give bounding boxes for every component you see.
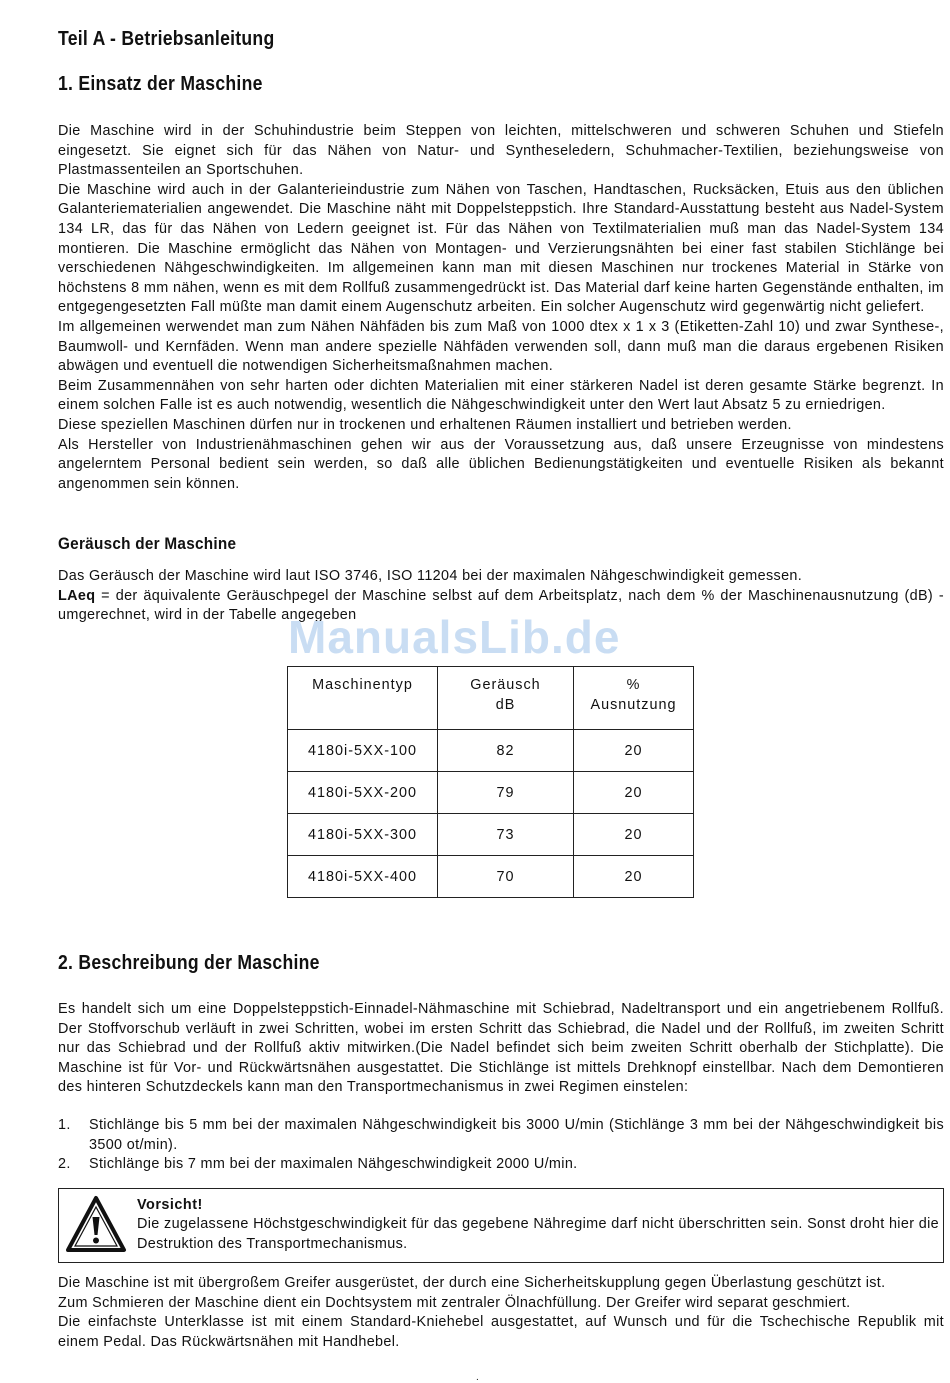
part-title: Teil A - Betriebsanleitung — [58, 28, 275, 50]
cell-noise-db: 70 — [438, 856, 574, 898]
cell-utilization: 20 — [574, 772, 694, 814]
header-machine-type — [288, 667, 438, 730]
caution-box — [58, 1188, 944, 1263]
section-2-intro: Es handelt sich um eine Doppelsteppstich-Einnadel-Nähmaschine mit Schiebrad, Nadeltransport und ein angetriebenem Rollfuß. Der Stoffvorschub verläuft in zwei Schritten, wobei im ersten Schritt das Schiebrad, die Nadel und der Rollfuß, im zweiten Schritt nur das Schiebrad und der Rollfuß aktiv mitwirken.(Die Nadel befindet sich beim zweiten Schritt oberhalb der Stichplatte). Die Maschine ist für Vor- und Rückwärtsnähen ausgestattet. Die Stichlänge ist mittels Drehknopf einstellbar. Nach dem Demontieren des hinteren Schutzdeckels kann man den Transportmechanismus in zwei Regimen einstelen: — [58, 1001, 944, 1096]
noise-line-1: Das Geräusch der Maschine wird laut ISO 3746, ISO 11204 bei der maximalen Nähgeschwindigkeit gemessen. — [58, 568, 803, 584]
section-1-body — [58, 122, 944, 494]
paragraph: Diese speziellen Maschinen dürfen nur in trockenen und erhaltenen Räumen installiert und betrieben werden. — [58, 416, 792, 433]
cell-machine-type: 4180i-5XX-200 — [288, 772, 438, 814]
watermark: ManualsLib.de — [288, 611, 621, 663]
noise-table — [287, 666, 694, 898]
stitch-regime-list — [58, 1116, 944, 1175]
page-marker: . — [476, 1372, 479, 1383]
noise-title: Geräusch der Maschine — [58, 534, 237, 553]
cell-noise-db: 73 — [438, 814, 574, 856]
cell-noise-db: 82 — [438, 730, 574, 772]
warning-icon — [65, 1195, 127, 1253]
list-number: 1. — [58, 1117, 71, 1133]
laeq-label: LAeq — [58, 587, 96, 604]
caution-text: Die zugelassene Höchstgeschwindigkeit für das gegebene Nähregime darf nicht überschritten sein. Sonst droht hier die Destruktion des Transportmechanismus. — [137, 1216, 939, 1252]
cell-utilization: 20 — [574, 814, 694, 856]
cell-machine-type: 4180i-5XX-300 — [288, 814, 438, 856]
paragraph: Zum Schmieren der Maschine dient ein Dochtsystem mit zentraler Ölnachfüllung. Der Greifer wird separat geschmiert. — [58, 1294, 851, 1311]
table-row — [288, 814, 694, 856]
table-row — [288, 772, 694, 814]
table-header-row — [288, 667, 694, 730]
paragraph: Die Maschine wird in der Schuhindustrie beim Steppen von leichten, mittelschweren und schweren Schuhen und Stiefeln eingesetzt. Sie eignet sich für das Nähen von Natur- und Syntheseledern, Schuhmacher-Textilien, beziehungsweise von Plastmassenteilen an Sportschuhen. — [58, 123, 944, 179]
paragraph: Die einfachste Unterklasse ist mit einem Standard-Kniehebel ausgestattet, auf Wunsch und für die Tschechische Republik mit einem Pedal. Das Rückwärtsnähen mit Handhebel. — [58, 1314, 944, 1350]
cell-machine-type: 4180i-5XX-400 — [288, 856, 438, 898]
paragraph: Im allgemeinen werwendet man zum Nähen Nähfäden bis zum Maß von 1000 dtex x 1 x 3 (Etiketten-Zahl 10) und zwar Synthese-, Baumwoll- und Kernfäden. Wenn man andere spezielle Nähfäden verwenden soll, dann muß man die daraus ergebenen Risiken abwägen und eventuell die notwendigen Sicherheitsmaßnahmen machen. — [58, 318, 944, 375]
section-2-closing — [58, 1274, 944, 1352]
paragraph: Beim Zusammennähen von sehr harten oder dichten Materialien mit einer stärkeren Nadel ist deren gesamte Stärke begrenzt. In einem solchen Falle ist es auch notwendig, wesentlich die Nähgeschwindigkeit unter den Wert laut Absatz 5 zu erniedrigen. — [58, 377, 944, 414]
section-1-title: 1. Einsatz der Maschine — [58, 73, 263, 95]
table-row — [288, 730, 694, 772]
header-utilization-text: % Ausnutzung — [590, 677, 677, 713]
header-utilization — [574, 667, 694, 730]
cell-machine-type: 4180i-5XX-100 — [288, 730, 438, 772]
header-noise-db-text: Geräusch dB — [470, 677, 541, 713]
list-text: Stichlänge bis 7 mm bei der maximalen Nähgeschwindigkeit 2000 U/min. — [89, 1156, 578, 1173]
header-machine-type-text: Maschinentyp — [312, 677, 413, 693]
paragraph: Die Maschine ist mit übergroßem Greifer ausgerüstet, der durch eine Sicherheitskupplung gegen Überlastung geschützt ist. — [58, 1275, 886, 1291]
section-2-title: 2. Beschreibung der Maschine — [58, 952, 320, 974]
cell-noise-db: 79 — [438, 772, 574, 814]
list-item — [58, 1116, 944, 1155]
cell-utilization: 20 — [574, 856, 694, 898]
noise-line-2-text: = der äquivalente Geräuschpegel der Maschine selbst auf dem Arbeitsplatz, nach dem % der Maschinenausnutzung (dB) - umgerechnet, wird in der Tabelle angegeben — [58, 587, 944, 624]
paragraph: Die Maschine wird auch in der Galanterieindustrie zum Nähen von Taschen, Handtaschen, Rucksäcken, Etuis aus den üblichen Galanteriematerialien angewendet. Die Maschine näht mit Doppelsteppstich. Ihre Standard-Ausstattung besteht aus Nadel-System 134 LR, das für das Nähen von Ledern geeignet ist. Für das Nähen von Textilmaterialien muß man das Nadel-System 134 montieren. Die Maschine ermöglicht das Nähen von Montagen- und Verzierungsnähten bei einer fast stabilen Stichlänge bei verschiedenen Nähgeschwindigkeiten. Im allgemeinen kann man mit diesen Maschinen nur trockenes Material in Stärke von höchstens 8 mm nähen, wenn es mit dem Rollfuß zusammengedrückt ist. Das Material darf keine harten Gegenstände enthalten, im entgegengesetzten Fall müßte man damit einem Augenschutz arbeiten. Ein solcher Augenschutz wird gegenwärtig nicht geliefert. — [58, 181, 944, 316]
header-noise-db — [438, 667, 574, 730]
list-item — [58, 1155, 944, 1175]
paragraph: Als Hersteller von Industrienähmaschinen gehen wir aus der Voraussetzung aus, daß unsere Erzeugnisse von mindestens angelerntem Personal bedient sein werden, so daß alle üblichen Bedienungstätigkeiten und eventuelle Risiken als bekannt angenommen sein können. — [58, 436, 944, 492]
list-number: 2. — [58, 1156, 71, 1173]
cell-utilization: 20 — [574, 730, 694, 772]
caution-title: Vorsicht! — [137, 1197, 203, 1213]
table-row — [288, 856, 694, 898]
list-text: Stichlänge bis 5 mm bei der maximalen Nähgeschwindigkeit bis 3000 U/min (Stichlänge 3 mm bei der Nähgeschwindigkeit bis 3500 ot/min). — [89, 1117, 944, 1153]
